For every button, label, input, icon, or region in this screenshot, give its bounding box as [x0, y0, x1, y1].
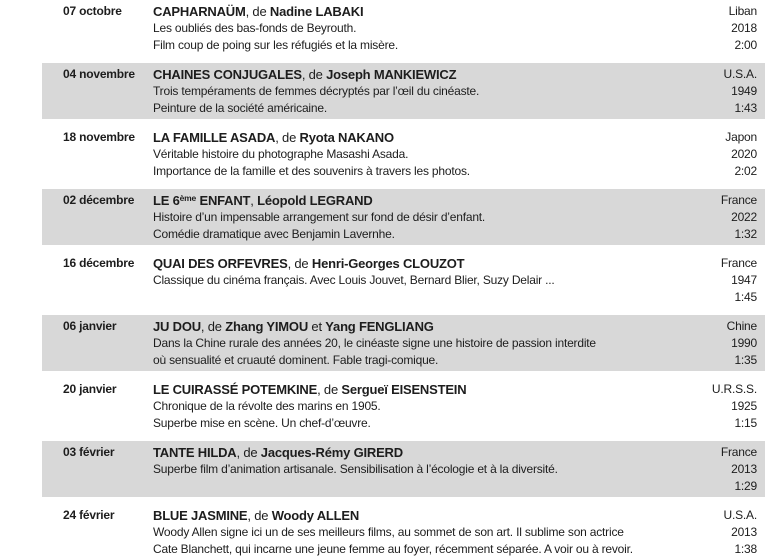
- film-title-line: [153, 66, 687, 83]
- film-info: [153, 318, 687, 369]
- film-title-segment: Woody ALLEN: [271, 508, 360, 523]
- film-meta: [687, 318, 757, 369]
- film-year: 2013: [731, 525, 757, 539]
- film-row: [42, 441, 765, 497]
- film-country: U.R.S.S.: [711, 382, 757, 396]
- film-duration: 1:15: [734, 416, 757, 430]
- screening-date: 16 décembre: [63, 256, 135, 270]
- film-duration: 2:00: [734, 38, 757, 52]
- film-title-segment: Jacques-Rémy GIRERD: [260, 445, 403, 460]
- film-description-line: où sensualité et cruauté dominent. Fable tragi-comique.: [153, 353, 439, 367]
- film-description-line: Cate Blanchett, qui incarne une jeune femme au foyer, récemment séparée. A voir ou à revoir.: [153, 542, 633, 556]
- film-country: France: [720, 445, 757, 459]
- film-year: 2018: [731, 21, 757, 35]
- film-title-segment: Nadine LABAKI: [269, 4, 364, 19]
- film-description-line: Véritable histoire du photographe Masashi Asada.: [153, 147, 409, 161]
- screening-date: 06 janvier: [63, 319, 117, 333]
- film-title-segment: , de: [236, 445, 261, 460]
- film-description-line: Chronique de la révolte des marins en 1905.: [153, 399, 381, 413]
- film-title-segment: CAPHARNAÜM: [153, 4, 246, 19]
- film-title-segment: Ryota NAKANO: [299, 130, 394, 145]
- film-row: [42, 63, 765, 119]
- film-title-segment: Yang FENGLIANG: [325, 319, 434, 334]
- film-row: [42, 0, 765, 56]
- film-title-line: [153, 318, 687, 335]
- film-title-segment: et: [308, 319, 326, 334]
- film-title-line: [153, 192, 687, 209]
- film-duration: 1:29: [734, 479, 757, 493]
- film-meta: [687, 129, 757, 180]
- film-info: [153, 381, 687, 432]
- film-title-line: [153, 3, 687, 20]
- film-meta: [687, 507, 757, 558]
- film-year: 2022: [731, 210, 757, 224]
- film-description-line: Les oubliés des bas-fonds de Beyrouth.: [153, 21, 357, 35]
- film-description-line: Trois tempéraments de femmes décryptés par l’œil du cinéaste.: [153, 84, 480, 98]
- film-title-segment: , de: [247, 508, 272, 523]
- film-country: U.S.A.: [723, 67, 757, 81]
- film-country: U.S.A.: [723, 508, 757, 522]
- film-country: France: [720, 193, 757, 207]
- film-duration: 1:32: [734, 227, 757, 241]
- film-description-line: Dans la Chine rurale des années 20, le cinéaste signe une histoire de passion interdite: [153, 336, 596, 350]
- film-info: [153, 255, 687, 306]
- film-title-segment: Léopold LEGRAND: [257, 193, 373, 208]
- film-duration: 1:38: [734, 542, 757, 556]
- film-title-segment: ème: [179, 193, 197, 203]
- film-schedule-list: [42, 0, 765, 560]
- film-row: [42, 252, 765, 308]
- film-description-line: Film coup de poing sur les réfugiés et la misère.: [153, 38, 398, 52]
- film-country: Liban: [728, 4, 757, 18]
- film-info: [153, 129, 687, 180]
- film-title-segment: LE CUIRASSÉ POTEMKINE: [153, 382, 318, 397]
- film-duration: 1:43: [734, 101, 757, 115]
- film-title-segment: , de: [200, 319, 226, 334]
- screening-date: 02 décembre: [63, 193, 135, 207]
- film-info: [153, 3, 687, 54]
- film-year: 2020: [731, 147, 757, 161]
- film-title-segment: Joseph MANKIEWICZ: [326, 67, 457, 82]
- film-description-line: Superbe mise en scène. Un chef-d’œuvre.: [153, 416, 371, 430]
- film-title-segment: QUAI DES ORFEVRES: [153, 256, 288, 271]
- film-title-segment: , de: [301, 67, 327, 82]
- film-title-segment: Zhang YIMOU: [225, 319, 309, 334]
- film-row: [42, 126, 765, 182]
- film-title-segment: Sergueï EISENSTEIN: [341, 382, 467, 397]
- film-row: [42, 504, 765, 560]
- film-title-segment: ,: [250, 193, 258, 208]
- film-duration: 1:35: [734, 353, 757, 367]
- screening-date: 03 février: [63, 445, 115, 459]
- screening-date: 04 novembre: [63, 67, 135, 81]
- film-year: 1925: [731, 399, 757, 413]
- film-year: 1947: [731, 273, 757, 287]
- film-title-segment: ENFANT: [196, 193, 251, 208]
- film-description-line: Peinture de la société américaine.: [153, 101, 327, 115]
- film-description-line: Histoire d’un impensable arrangement sur fond de désir d’enfant.: [153, 210, 486, 224]
- film-year: 2013: [731, 462, 757, 476]
- film-meta: [687, 192, 757, 243]
- film-title-segment: , de: [275, 130, 300, 145]
- film-meta: [687, 3, 757, 54]
- film-description-line: Superbe film d’animation artisanale. Sensibilisation à l’écologie et à la diversité.: [153, 462, 558, 476]
- film-title-segment: BLUE JASMINE: [153, 508, 248, 523]
- film-country: Japon: [725, 130, 757, 144]
- film-title-segment: , de: [317, 382, 342, 397]
- film-meta: [687, 381, 757, 432]
- film-title-segment: TANTE HILDA: [153, 445, 237, 460]
- film-title-line: [153, 255, 687, 272]
- film-title-line: [153, 381, 687, 398]
- film-year: 1990: [731, 336, 757, 350]
- film-title-segment: CHAINES CONJUGALES: [153, 67, 302, 82]
- film-meta: [687, 66, 757, 117]
- film-info: [153, 66, 687, 117]
- film-row: [42, 378, 765, 434]
- film-description-line: Classique du cinéma français. Avec Louis Jouvet, Bernard Blier, Suzy Delair ...: [153, 273, 555, 287]
- film-description-line: Woody Allen signe ici un de ses meilleurs films, au sommet de son art. Il sublime son actrice: [153, 525, 624, 539]
- film-country: Chine: [726, 319, 757, 333]
- film-info: [153, 192, 687, 243]
- film-title-segment: LA FAMILLE ASADA: [153, 130, 276, 145]
- film-title-segment: , de: [287, 256, 312, 271]
- film-year: 1949: [731, 84, 757, 98]
- film-row: [42, 315, 765, 371]
- film-title-segment: , de: [245, 4, 270, 19]
- screening-date: 20 janvier: [63, 382, 117, 396]
- film-duration: 2:02: [734, 164, 757, 178]
- film-title-segment: Henri-Georges CLOUZOT: [311, 256, 465, 271]
- film-description-line: Comédie dramatique avec Benjamin Lavernhe.: [153, 227, 395, 241]
- film-country: France: [720, 256, 757, 270]
- film-title-line: [153, 129, 687, 146]
- film-description-line: Importance de la famille et des souvenirs à travers les photos.: [153, 164, 470, 178]
- film-meta: [687, 255, 757, 306]
- film-duration: 1:45: [734, 290, 757, 304]
- film-title-line: [153, 507, 687, 524]
- film-title-segment: LE 6: [153, 193, 180, 208]
- film-row: [42, 189, 765, 245]
- film-info: [153, 507, 687, 558]
- screening-date: 07 octobre: [63, 4, 122, 18]
- screening-date: 24 février: [63, 508, 115, 522]
- screening-date: 18 novembre: [63, 130, 135, 144]
- film-meta: [687, 444, 757, 495]
- film-title-line: [153, 444, 687, 461]
- film-info: [153, 444, 687, 495]
- film-title-segment: JU DOU: [153, 319, 201, 334]
